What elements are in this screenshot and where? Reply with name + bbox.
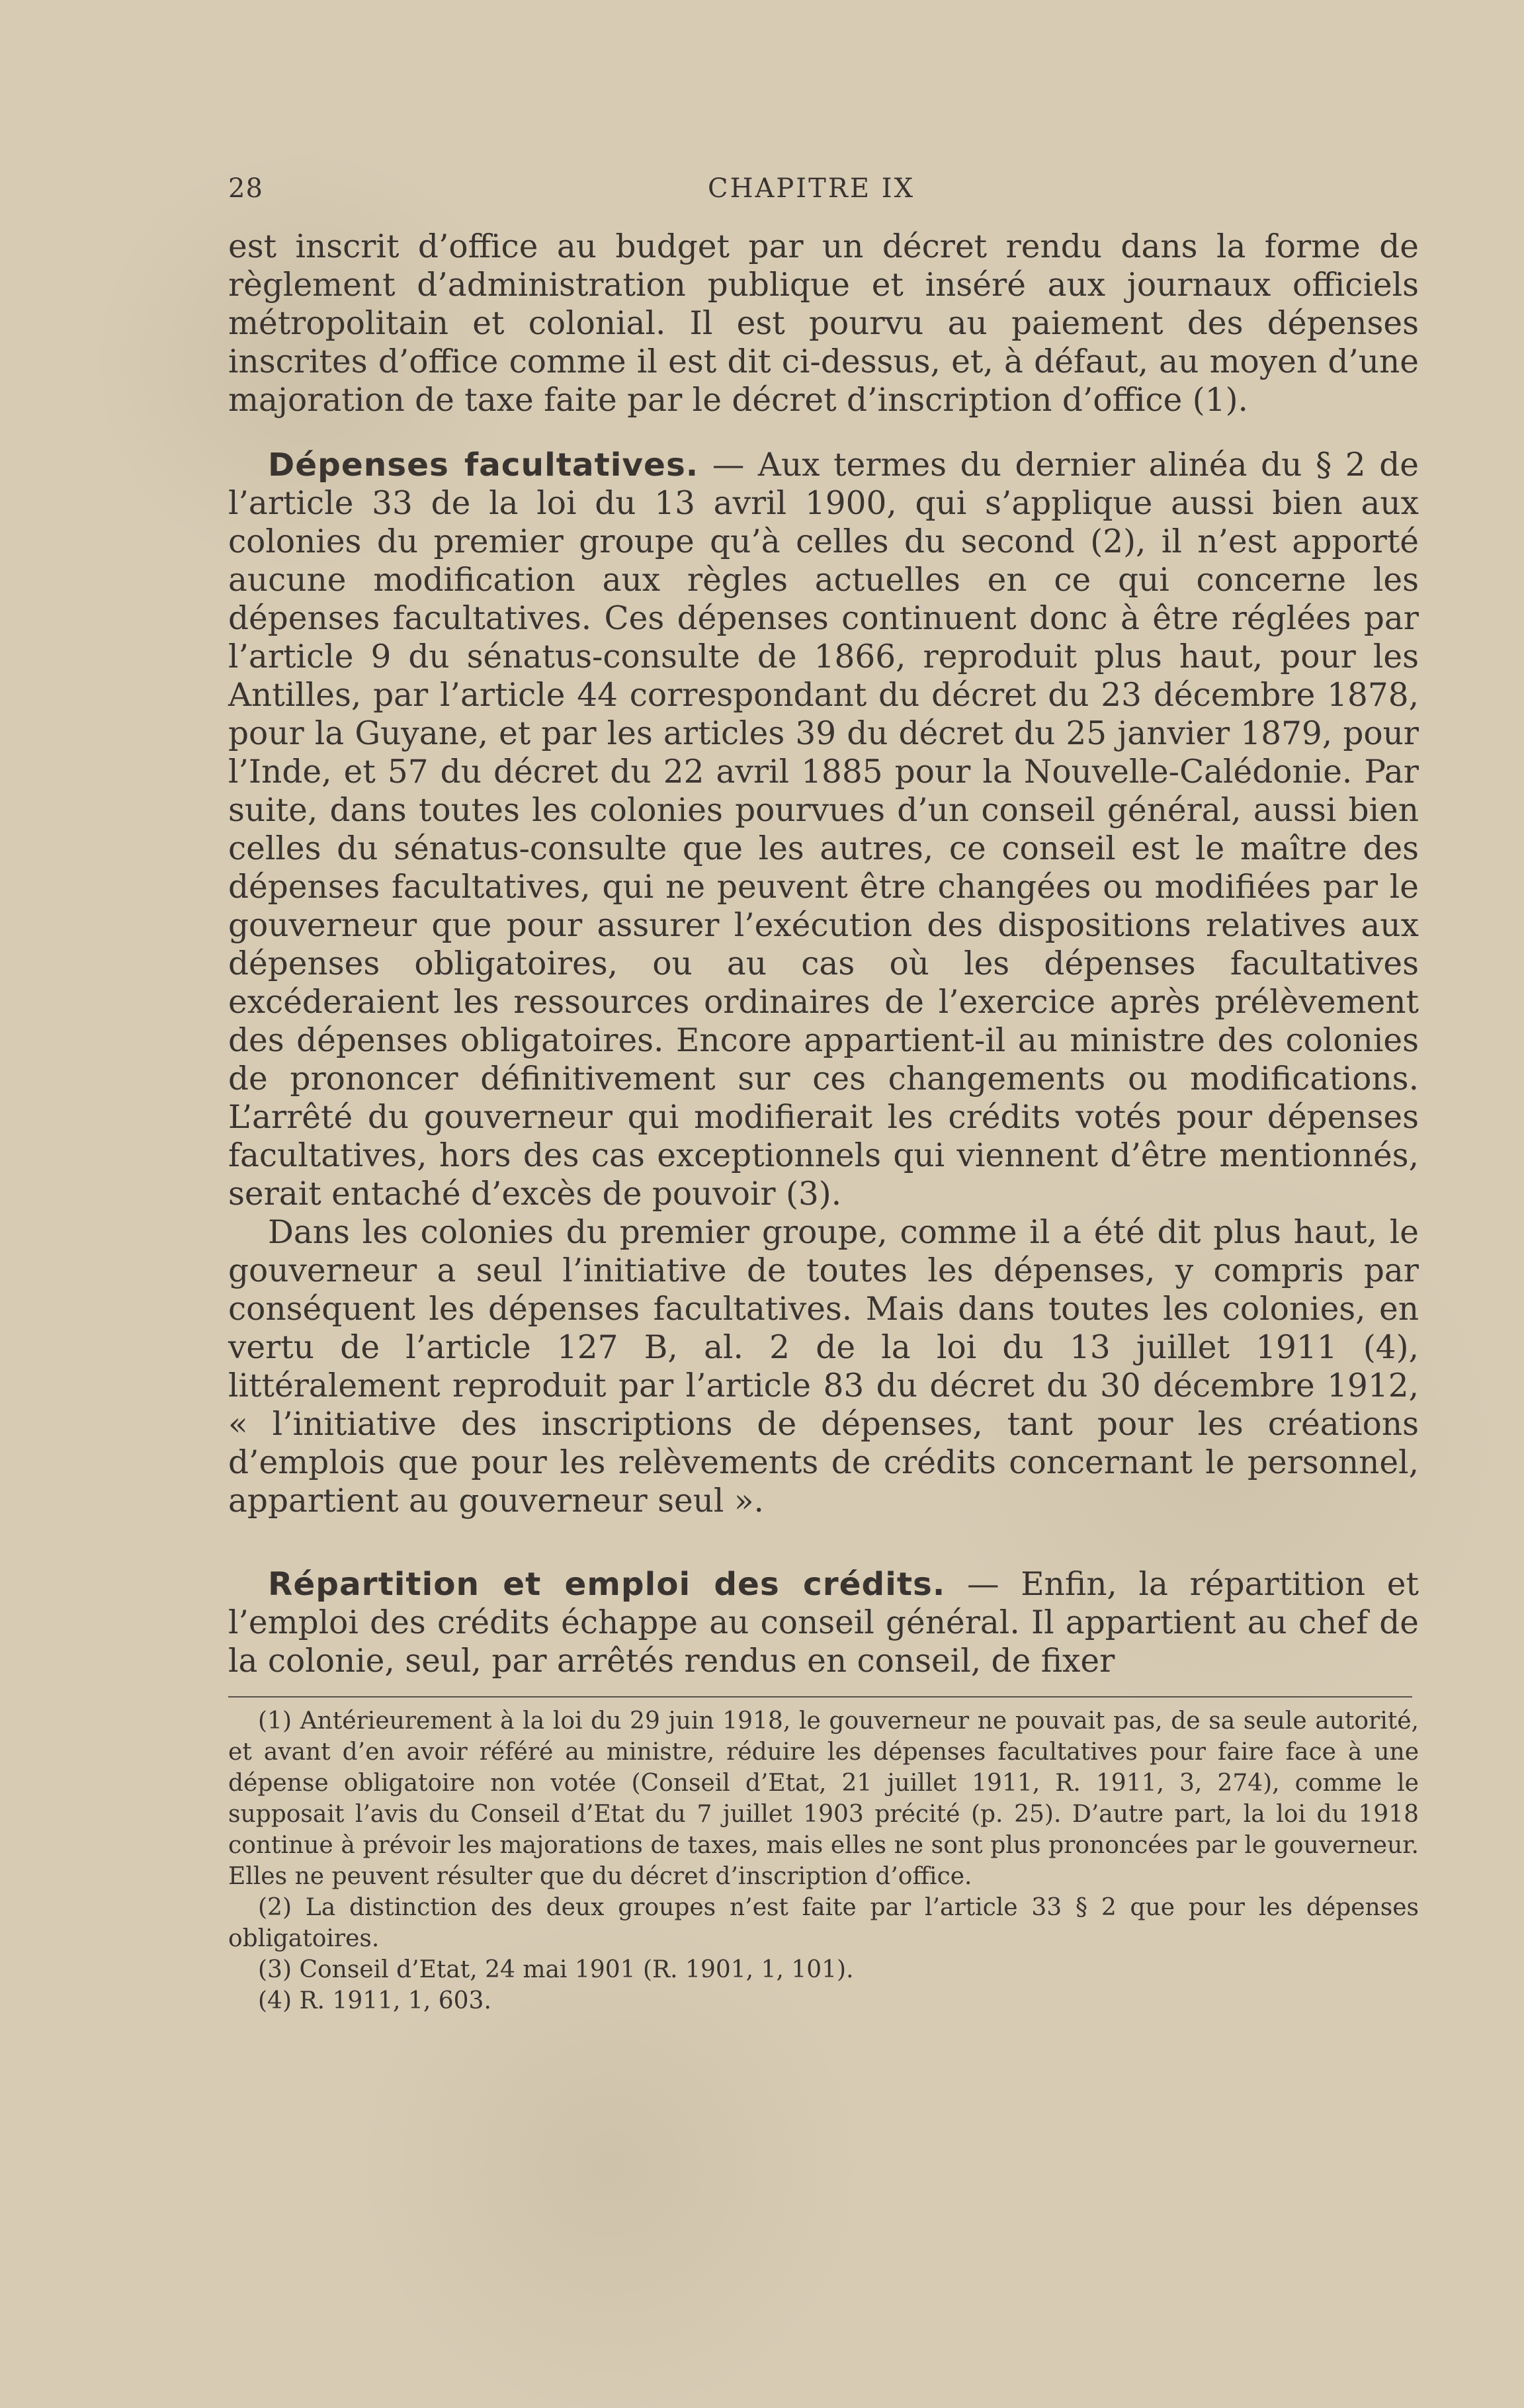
page-number: 28 bbox=[228, 173, 263, 204]
paragraph-depenses-facultatives bbox=[228, 446, 1419, 1213]
footnote-1: (1) Antérieurement à la loi du 29 juin 1918, le gouverneur ne pouvait pas, de sa seule autorité, et avant d’en avoir référé au ministre, réduire les dépenses facultatives pour faire face à une dépense obligatoire non votée (Conseil d’Etat, 21 juillet 1911, R. 1911, 3, 274), comme le supposait l’avis du Conseil d’Etat du 7 juillet 1903 précité (p. 25). D’autre part, la loi du 1918 continue à prévoir les majorations de taxes, mais elles ne sont plus prononcées par le gouverneur. Elles ne peuvent résulter que du décret d’inscription d’office. bbox=[228, 1707, 1419, 1890]
paragraph-repartition bbox=[228, 1565, 1419, 1680]
paragraph-continuation: est inscrit d’office au budget par un décret rendu dans la forme de règlement d’administration publique et inséré aux journaux officiels métropolitain et colonial. Il est pourvu au paiement des dépenses inscrites d’office comme il est dit ci-dessus, et, à défaut, au moyen d’une majoration de taxe faite par le décret d’inscription d’office (1). bbox=[228, 228, 1419, 419]
paragraph-text: — Enfin, la répartition et l’emploi des crédits échappe au conseil général. Il appartient au chef de la colonie, seul, par arrêtés rendus en conseil, de fixer bbox=[228, 1566, 1419, 1680]
document-page bbox=[228, 173, 1419, 2224]
section-heading-repartition: Répartition et emploi des crédits. bbox=[268, 1566, 946, 1603]
section-heading-depenses-facultatives: Dépenses facultatives. bbox=[268, 447, 699, 484]
footnotes bbox=[228, 1705, 1419, 2016]
body-text bbox=[228, 228, 1419, 1680]
chapter-title: CHAPITRE IX bbox=[708, 173, 915, 204]
paragraph-premier-groupe: Dans les colonies du premier groupe, comme il a été dit plus haut, le gouverneur a seul l’initiative de toutes les dépenses, y compris par conséquent les dépenses facultatives. Mais dans toutes les colonies, en vertu de l’article 127 B, al. 2 de la loi du 13 juillet 1911 (4), littéralement reproduit par l’article 83 du décret du 30 décembre 1912, « l’initiative des inscriptions de dépenses, tant pour les créations d’emplois que pour les relèvements de crédits concernant le personnel, appartient au gouverneur seul ». bbox=[228, 1214, 1419, 1520]
paragraph-text: — Aux termes du dernier alinéa du § 2 de l’article 33 de la loi du 13 avril 1900, qui s’applique aussi bien aux colonies du premier groupe qu’à celles du second (2), il n’est apporté aucune modification aux règles actuelles en ce qui concerne les dépenses facultatives. Ces dépenses continuent donc à être réglées par l’article 9 du sénatus-consulte de 1866, reproduit plus haut, pour les Antilles, par l’article 44 correspondant du décret du 23 décembre 1878, pour la Guyane, et par les articles 39 du décret du 25 janvier 1879, pour l’Inde, et 57 du décret du 22 avril 1885 pour la Nouvelle-Calédonie. Par suite, dans toutes les colonies pourvues d’un conseil général, aussi bien celles du sénatus-consulte que les autres, ce conseil est le maître des dépenses facultatives, qui ne peuvent être changées ou modifiées par le gouverneur que pour assurer l’exécution des dispositions relatives aux dépenses obligatoires, ou au cas où les dépenses facultatives excéderaient les ressources ordinaires de l’exercice après prélèvement des dépenses obligatoires. Encore appartient-il au ministre des colonies de prononcer définitivement sur ces changements ou modifications. L’arrêté du gouverneur qui modifierait les crédits votés pour dépenses facultatives, hors des cas exceptionnels qui viennent d’être mentionnés, serait entaché d’excès de pouvoir (3). bbox=[228, 447, 1419, 1213]
footnote-2: (2) La distinction des deux groupes n’est faite par l’article 33 § 2 que pour les dépenses obligatoires. bbox=[228, 1894, 1419, 1952]
footnote-3: (3) Conseil d’Etat, 24 mai 1901 (R. 1901, 1, 101). bbox=[258, 1956, 854, 1983]
footnote-divider bbox=[228, 1696, 1412, 1698]
footnote-4: (4) R. 1911, 1, 603. bbox=[258, 1987, 491, 2014]
running-head bbox=[228, 173, 1419, 213]
